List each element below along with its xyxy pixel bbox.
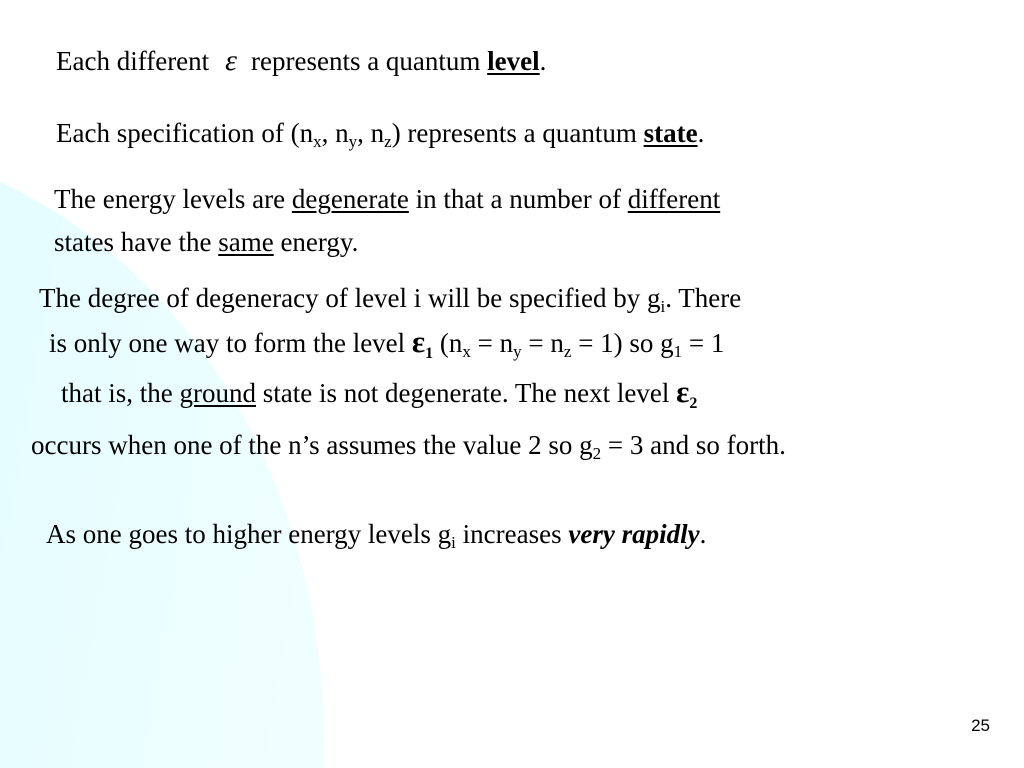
line-quantum-level: Each different ε represents a quantum level. (56, 44, 547, 77)
keyword-level: level (487, 46, 540, 76)
line-quantum-state: Each specification of ($n_x$, $n_y$, $n_z$) represents a quantum state. (56, 118, 705, 151)
keyword-state: state (643, 118, 698, 148)
line-degeneracy-4: occurs when one of the n’s assumes the value 2 so $g_2 = 3$ and so forth. (31, 430, 786, 463)
line-degeneracy-3: that is, the ground state is not degenerate. The next level $\varepsilon_2$ (61, 374, 698, 412)
line-degenerate-1: The energy levels are degenerate in that a number of different (54, 184, 721, 214)
line-degenerate-2: states have the same energy. (54, 227, 359, 257)
keyword-very-rapidly: very rapidly (568, 519, 700, 549)
page-number: 25 (971, 716, 990, 735)
keyword-different: different (627, 184, 721, 214)
keyword-same: same (218, 227, 274, 257)
epsilon-2-symbol: $\varepsilon_2$ (676, 374, 698, 412)
keyword-ground: ground (179, 378, 256, 408)
keyword-degenerate: degenerate (291, 184, 409, 214)
line-degeneracy-1: The degree of degeneracy of level i will be specified by $g_i$. There (39, 283, 742, 316)
epsilon-symbol: ε (225, 44, 237, 77)
line-higher-levels: As one goes to higher energy levels $g_i$ increases very rapidly. (46, 519, 707, 552)
epsilon-1-symbol: $\varepsilon_1$ (411, 324, 434, 362)
line-degeneracy-2: is only one way to form the level $\varepsilon_1$ $(n_x = n_y = n_z = 1)$ so $g_1 = 1$ (49, 324, 725, 362)
